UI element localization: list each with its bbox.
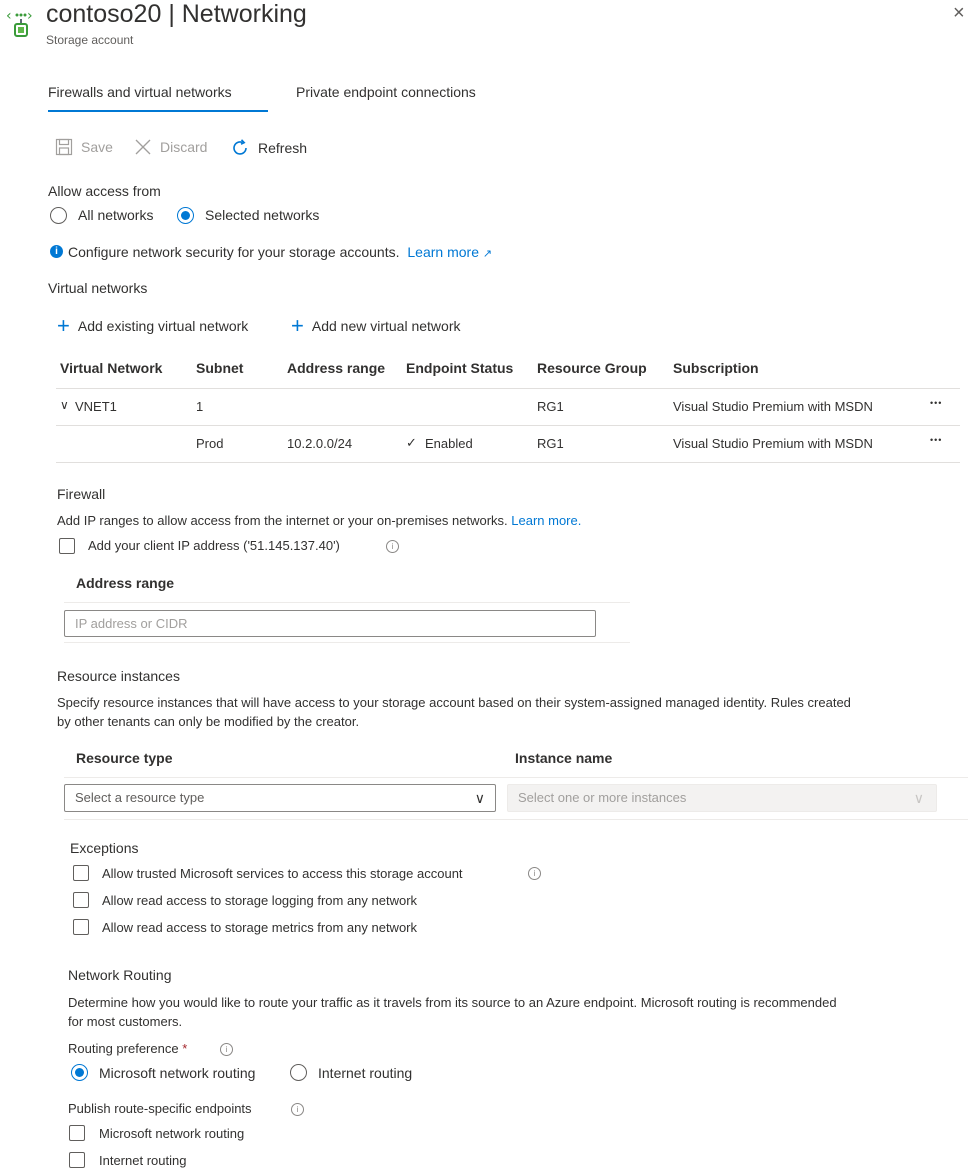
ip-address-placeholder: IP address or CIDR bbox=[75, 616, 188, 631]
refresh-icon bbox=[230, 138, 250, 158]
col-virtual-network: Virtual Network bbox=[60, 360, 163, 376]
add-existing-vnet-label: Add existing virtual network bbox=[77, 318, 249, 334]
client-ip-label: Add your client IP address ('51.145.137.40') bbox=[88, 538, 340, 553]
chevron-down-icon[interactable]: ∨ bbox=[60, 398, 69, 412]
col-subnet: Subnet bbox=[196, 360, 244, 376]
exception-trusted-services-checkbox[interactable] bbox=[73, 865, 89, 881]
more-options-icon[interactable]: ••• bbox=[930, 398, 943, 408]
radio-microsoft-routing[interactable] bbox=[71, 1064, 88, 1081]
page-title: contoso20 | Networking bbox=[46, 0, 307, 28]
table-divider bbox=[56, 462, 960, 463]
radio-internet-routing[interactable] bbox=[290, 1064, 307, 1081]
exception-metrics-checkbox[interactable] bbox=[73, 919, 89, 935]
close-icon[interactable]: × bbox=[953, 2, 965, 24]
table-row[interactable] bbox=[56, 389, 960, 425]
tab-private-endpoints[interactable] bbox=[296, 84, 476, 100]
radio-microsoft-routing-label: Microsoft network routing bbox=[99, 1065, 256, 1081]
radio-selected-networks-label: Selected networks bbox=[205, 207, 320, 223]
info-outline-icon[interactable]: i bbox=[386, 540, 399, 553]
address-range-divider bbox=[64, 602, 630, 603]
table-row[interactable] bbox=[56, 426, 960, 462]
subscription-cell: Visual Studio Premium with MSDN bbox=[673, 399, 873, 414]
resource-type-dropdown[interactable] bbox=[64, 784, 496, 812]
tab-private-endpoints-label: Private endpoint connections bbox=[296, 84, 476, 100]
page-subtitle: Storage account bbox=[46, 33, 134, 47]
info-outline-icon[interactable]: i bbox=[291, 1103, 304, 1116]
exception-metrics-label: Allow read access to storage metrics from any network bbox=[102, 920, 418, 935]
save-label: Save bbox=[81, 139, 113, 155]
exception-trusted-services-label: Allow trusted Microsoft services to access this storage account bbox=[102, 866, 463, 881]
external-link-icon: ↗ bbox=[482, 248, 493, 260]
discard-label: Discard bbox=[160, 139, 208, 155]
vnet-name: VNET1 bbox=[75, 399, 117, 414]
routing-preference-text: Routing preference bbox=[68, 1041, 179, 1056]
exception-logging-label: Allow read access to storage logging from any network bbox=[102, 893, 418, 908]
exception-logging-checkbox[interactable] bbox=[73, 892, 89, 908]
instance-name-dropdown[interactable] bbox=[507, 784, 937, 812]
address-range-divider bbox=[64, 642, 630, 643]
network-routing-title: Network Routing bbox=[68, 967, 172, 983]
radio-all-networks-label: All networks bbox=[78, 207, 154, 223]
instance-name-header: Instance name bbox=[515, 750, 613, 766]
resource-group-cell: RG1 bbox=[537, 399, 564, 414]
resource-instances-desc-1: Specify resource instances that will have access to your storage account based on their system-assigned managed identity. Rules created bbox=[57, 695, 851, 710]
network-routing-desc-2: for most customers. bbox=[68, 1014, 183, 1029]
resource-instances-desc-2: by other tenants can only be modified by the creator. bbox=[57, 714, 360, 729]
checkmark-icon: ✓ bbox=[406, 435, 417, 450]
ip-address-input[interactable] bbox=[64, 610, 596, 637]
resource-group-cell: RG1 bbox=[537, 436, 564, 451]
save-button[interactable] bbox=[55, 138, 113, 156]
firewall-desc-text: Add IP ranges to allow access from the internet or your on-premises networks. bbox=[57, 513, 508, 528]
col-subscription: Subscription bbox=[673, 360, 759, 376]
endpoint-status-cell: Enabled bbox=[425, 436, 473, 451]
col-resource-group: Resource Group bbox=[537, 360, 647, 376]
resource-type-header: Resource type bbox=[76, 750, 173, 766]
save-icon bbox=[55, 138, 73, 156]
radio-all-networks[interactable] bbox=[50, 207, 67, 224]
publish-internet-routing-checkbox[interactable] bbox=[69, 1152, 85, 1168]
firewall-learn-more-link[interactable]: Learn more. bbox=[511, 513, 582, 528]
refresh-button[interactable] bbox=[230, 138, 307, 158]
tab-firewalls[interactable] bbox=[48, 84, 232, 100]
col-endpoint-status: Endpoint Status bbox=[406, 360, 514, 376]
exceptions-title: Exceptions bbox=[70, 840, 139, 856]
info-message: Configure network security for your storage accounts. bbox=[68, 244, 400, 260]
info-text bbox=[68, 244, 492, 260]
add-new-vnet-label: Add new virtual network bbox=[311, 318, 461, 334]
chevron-down-icon: ∨ bbox=[913, 790, 924, 806]
publish-endpoints-label: Publish route-specific endpoints bbox=[68, 1101, 252, 1116]
refresh-label: Refresh bbox=[258, 140, 308, 156]
svg-text:‹: ‹ bbox=[6, 8, 12, 24]
subscription-cell: Visual Studio Premium with MSDN bbox=[673, 436, 873, 451]
subnet-cell: 1 bbox=[196, 399, 204, 414]
add-icon: + bbox=[57, 313, 70, 338]
tab-firewalls-label: Firewalls and virtual networks bbox=[48, 84, 232, 100]
info-outline-icon[interactable]: i bbox=[220, 1043, 233, 1056]
virtual-networks-title: Virtual networks bbox=[48, 280, 148, 296]
client-ip-checkbox[interactable] bbox=[59, 538, 75, 554]
address-range-cell: 10.2.0.0/24 bbox=[287, 436, 353, 451]
radio-internet-routing-label: Internet routing bbox=[318, 1065, 413, 1081]
publish-internet-routing-label: Internet routing bbox=[99, 1153, 187, 1168]
network-routing-desc-1: Determine how you would like to route your traffic as it travels from its source to an Azure endpoint. Microsoft routing is recommended bbox=[68, 995, 837, 1010]
publish-microsoft-routing-label: Microsoft network routing bbox=[99, 1126, 245, 1141]
discard-icon bbox=[134, 138, 152, 156]
learn-more-link[interactable]: Learn more bbox=[407, 244, 479, 260]
firewall-description bbox=[57, 513, 581, 528]
radio-selected-networks[interactable] bbox=[177, 207, 194, 224]
chevron-down-icon: ∨ bbox=[474, 790, 485, 806]
info-outline-icon[interactable]: i bbox=[528, 867, 541, 880]
publish-microsoft-routing-checkbox[interactable] bbox=[69, 1125, 85, 1141]
more-options-icon[interactable]: ••• bbox=[930, 435, 943, 445]
add-new-vnet-button[interactable] bbox=[291, 313, 461, 338]
resource-divider bbox=[64, 777, 968, 778]
resource-instances-title: Resource instances bbox=[57, 668, 180, 684]
subnet-cell: Prod bbox=[196, 436, 224, 451]
resource-divider bbox=[64, 819, 968, 820]
add-icon: + bbox=[291, 313, 304, 338]
col-address-range: Address range bbox=[287, 360, 386, 376]
address-range-header: Address range bbox=[76, 575, 175, 591]
tab-active-indicator bbox=[48, 110, 268, 112]
add-existing-vnet-button[interactable] bbox=[57, 313, 249, 338]
required-mark: * bbox=[182, 1041, 188, 1056]
allow-access-label: Allow access from bbox=[48, 183, 161, 199]
instance-placeholder: Select one or more instances bbox=[518, 790, 687, 805]
resource-type-placeholder: Select a resource type bbox=[75, 790, 205, 805]
discard-button[interactable] bbox=[134, 138, 207, 156]
svg-text:›: › bbox=[27, 8, 33, 24]
routing-preference-label bbox=[68, 1041, 187, 1056]
firewall-title: Firewall bbox=[57, 486, 106, 502]
info-icon: i bbox=[50, 245, 63, 258]
storage-networking-icon bbox=[6, 6, 42, 40]
